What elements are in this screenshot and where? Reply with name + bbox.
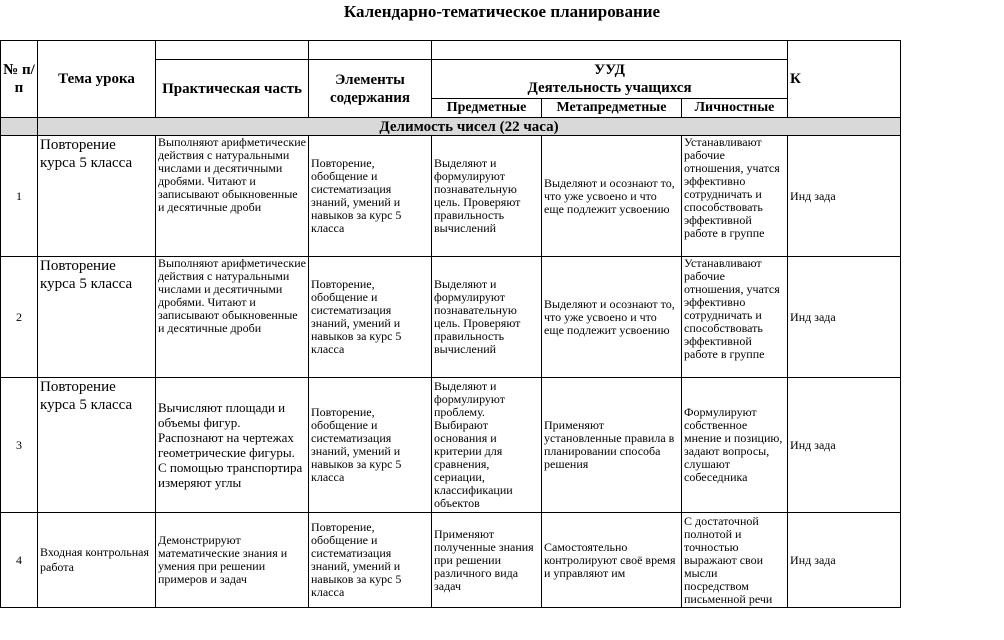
header-practical: Практическая часть [156, 60, 309, 118]
row-meta: Выделяют и осознают то, что уже усвоено и что еще подлежит усвоению [542, 136, 682, 257]
table-row [1, 257, 901, 378]
row-subject: Применяют полученные знания при решении различного вида задач [432, 513, 542, 608]
page-title: Календарно-тематическое планирование [343, 2, 661, 21]
row-num: 4 [1, 513, 38, 608]
header-blank-elements [309, 41, 432, 60]
row-subject: Выделяют и формулируют познавательную цель. Проверяют правильность вычислений [432, 257, 542, 378]
row-meta: Выделяют и осознают то, что уже усвоено и что еще подлежит усвоению [542, 257, 682, 378]
row-num: 1 [1, 136, 38, 257]
row-num: 2 [1, 257, 38, 378]
header-meta: Метапредметные [542, 99, 682, 118]
row-personal: Устанавливают рабочие отношения, учатся эффективно сотрудничать и способствовать эффективной работе в группе [682, 257, 788, 378]
plan-table [0, 40, 901, 608]
row-meta: Самостоятельно контролируют своё время и управляют им [542, 513, 682, 608]
header-elements: Элементы содержания [309, 60, 432, 118]
table-row [1, 378, 901, 513]
row-practical: Вычисляют площади и объемы фигур. Распознают на чертежах геометрические фигуры. С помощью транспортира измеряют углы [156, 378, 309, 513]
section-blank [1, 118, 38, 136]
row-subject: Выделяют и формулируют познавательную цель. Проверяют правильность вычислений [432, 136, 542, 257]
row-topic: Повторение курса 5 класса [38, 378, 156, 513]
row-practical: Выполняют арифметические действия с натуральными числами и десятичными дробями. Читают и записывают обыкновенные и десятичные дроби [156, 136, 309, 257]
header-num: № п/п [1, 41, 38, 118]
row-personal: Формулируют собственное мнение и позицию, задают вопросы, слушают собеседника [682, 378, 788, 513]
row-personal: С достаточной полнотой и точностью выражают свои мысли посредством письменной речи [682, 513, 788, 608]
row-elements: Повторение, обобщение и систематизация знаний, умений и навыков за курс 5 класса [309, 136, 432, 257]
row-topic: Повторение курса 5 класса [38, 257, 156, 378]
row-cut: Инд зада [788, 257, 901, 378]
header-activity-label: Деятельность учащихся [527, 80, 692, 96]
header-row-blank [1, 41, 901, 60]
section-title: Делимость чисел (22 часа) [38, 118, 901, 136]
row-elements: Повторение, обобщение и систематизация знаний, умений и навыков за курс 5 класса [309, 378, 432, 513]
plan-table-wrapper [0, 40, 900, 640]
row-cut: Инд зада [788, 513, 901, 608]
row-cut: Инд зада [788, 378, 901, 513]
header-uud-label: УУД [594, 62, 625, 78]
header-uud [432, 60, 788, 99]
row-elements: Повторение, обобщение и систематизация знаний, умений и навыков за курс 5 класса [309, 257, 432, 378]
row-elements: Повторение, обобщение и систематизация знаний, умений и навыков за курс 5 класса [309, 513, 432, 608]
row-topic: Повторение курса 5 класса [38, 136, 156, 257]
header-topic: Тема урока [38, 41, 156, 118]
row-personal: Устанавливают рабочие отношения, учатся эффективно сотрудничать и способствовать эффективной работе в группе [682, 136, 788, 257]
table-row [1, 513, 901, 608]
section-row [1, 118, 901, 136]
row-num: 3 [1, 378, 38, 513]
header-cut: К [788, 41, 901, 118]
header-personal: Личностные [682, 99, 788, 118]
row-meta: Применяют установленные правила в планировании способа решения [542, 378, 682, 513]
row-cut: Инд зада [788, 136, 901, 257]
row-practical: Демонстрируют математические знания и умения при решении примеров и задач [156, 513, 309, 608]
row-subject: Выделяют и формулируют проблему. Выбирают основания и критерии для сравнения, сериации, классификации объектов [432, 378, 542, 513]
header-subject: Предметные [432, 99, 542, 118]
row-practical: Выполняют арифметические действия с натуральными числами и десятичными дробями. Читают и записывают обыкновенные и десятичные дроби [156, 257, 309, 378]
table-row [1, 136, 901, 257]
header-blank-uud [432, 41, 788, 60]
header-blank-practical [156, 41, 309, 60]
row-topic: Входная контрольная работа [38, 513, 156, 608]
